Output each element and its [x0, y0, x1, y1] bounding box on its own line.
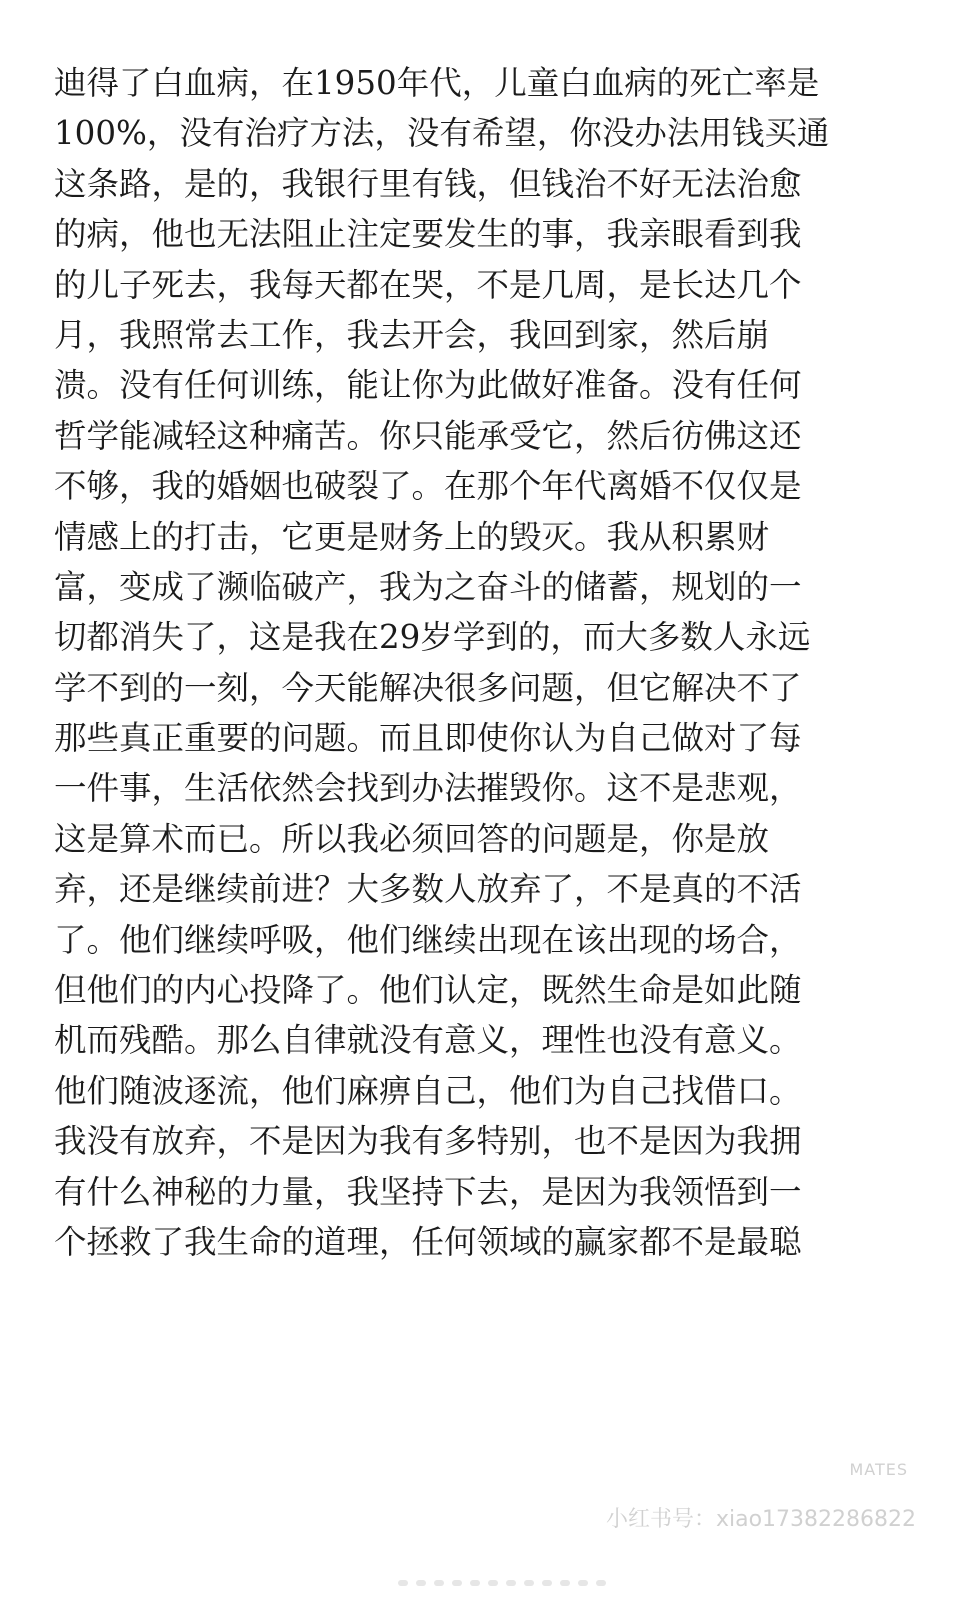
text-line: 的病，他也无法阻止注定要发生的事，我亲眼看到我 [54, 215, 802, 254]
text-line: 弃，还是继续前进？大多数人放弃了，不是真的不活 [54, 870, 802, 909]
page-dot [542, 1580, 552, 1586]
page-dot [560, 1580, 570, 1586]
text-line: 有什么神秘的力量，我坚持下去，是因为我领悟到一 [54, 1172, 802, 1211]
page-dot [470, 1580, 480, 1586]
text-line: 个拯救了我生命的道理，任何领域的赢家都不是最聪 [54, 1222, 802, 1261]
page-dot [488, 1580, 498, 1586]
text-line: 溃。没有任何训练，能让你为此做好准备。没有任何 [54, 366, 802, 405]
page-dot [524, 1580, 534, 1586]
text-line: 这条路，是的，我银行里有钱，但钱治不好无法治愈 [54, 164, 802, 203]
text-line: 富，变成了濒临破产，我为之奋斗的储蓄，规划的一 [54, 567, 802, 606]
text-line: 哲学能减轻这种痛苦。你只能承受它，然后彷佛这还 [54, 416, 802, 455]
text-line: 机而残酷。那么自律就没有意义，理性也没有意义。 [54, 1021, 802, 1060]
text-line: 的儿子死去，我每天都在哭，不是几周，是长达几个 [54, 265, 802, 304]
text-line: 学不到的一刻，今天能解决很多问题，但它解决不了 [54, 668, 802, 707]
page-dot [398, 1580, 408, 1586]
page-dot [506, 1580, 516, 1586]
text-line: 但他们的内心投降了。他们认定，既然生命是如此随 [54, 971, 802, 1010]
text-line: 那些真正重要的问题。而且即使你认为自己做对了每 [54, 719, 802, 758]
text-line: 情感上的打击，它更是财务上的毁灭。我从积累财 [54, 517, 770, 556]
page-dot [434, 1580, 444, 1586]
page-dot [596, 1580, 606, 1586]
text-line: 一件事，生活依然会找到办法摧毁你。这不是悲观， [54, 769, 802, 808]
text-line: 100%，没有治疗方法，没有希望，你没办法用钱买通 [54, 114, 830, 153]
text-line: 我没有放弃，不是因为我有多特别，也不是因为我拥 [54, 1122, 802, 1161]
text-line: 这是算术而已。所以我必须回答的问题是，你是放 [54, 819, 770, 858]
page-dot [578, 1580, 588, 1586]
page-dot [452, 1580, 462, 1586]
document-body [54, 58, 906, 1267]
text-line: 迪得了白血病，在1950年代，儿童白血病的死亡率是 [54, 64, 820, 102]
text-line: 他们随波逐流，他们麻痹自己，他们为自己找借口。 [54, 1071, 802, 1110]
page-indicator [398, 1580, 606, 1586]
text-line: 切都消失了，这是我在29岁学到的，而大多数人永远 [54, 618, 811, 657]
text-line: 月，我照常去工作，我去开会，我回到家，然后崩 [54, 315, 770, 354]
watermark-logo: MATES [849, 1460, 908, 1479]
text-line: 了。他们继续呼吸，他们继续出现在该出现的场合， [54, 920, 802, 959]
page-dot [416, 1580, 426, 1586]
watermark-text: 小红书号：xiao17382286822 [605, 1507, 916, 1532]
text-line: 不够，我的婚姻也破裂了。在那个年代离婚不仅仅是 [54, 467, 802, 506]
